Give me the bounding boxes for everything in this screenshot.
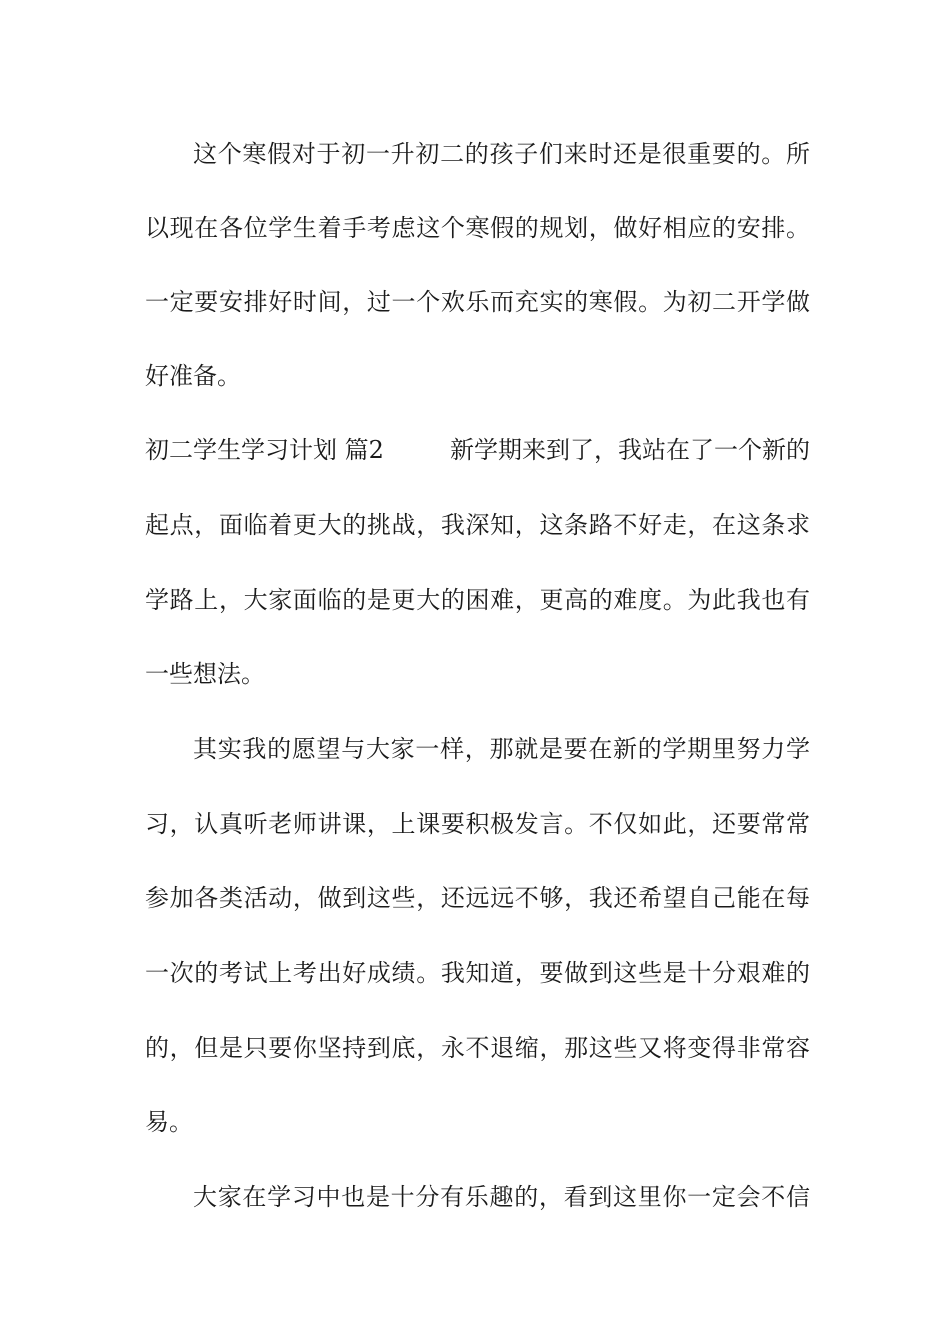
paragraph-line: 好准备。 [145,362,241,390]
paragraph-line: 这个寒假对于初一升初二的孩子们来时还是很重要的。所 [193,140,810,168]
paragraph-line: 大家在学习中也是十分有乐趣的，看到这里你一定会不信 [193,1183,810,1211]
paragraph-line: 以现在各位学生着手考虑这个寒假的规划，做好相应的安排。 [145,214,810,242]
paragraph-line: 起点，面临着更大的挑战，我深知，这条路不好走，在这条求 [145,511,810,539]
paragraph-line: 学路上，大家面临的是更大的困难，更高的难度。为此我也有 [145,586,810,614]
paragraph-line: 参加各类活动，做到这些，还远远不够，我还希望自己能在每 [145,884,810,912]
paragraph-line: 一定要安排好时间，过一个欢乐而充实的寒假。为初二开学做 [145,288,810,316]
paragraph-line: 一次的考试上考出好成绩。我知道，要做到这些是十分艰难的 [145,959,810,987]
paragraph-line: 一些想法。 [145,660,265,688]
section-title: 初二学生学习计划 篇2 [145,436,384,464]
section-heading-row [145,430,810,470]
paragraph-line: 其实我的愿望与大家一样，那就是要在新的学期里努力学 [193,735,810,763]
paragraph-line: 习，认真听老师讲课，上课要积极发言。不仅如此，还要常常 [145,810,810,838]
paragraph-line: 易。 [145,1108,193,1136]
paragraph-line: 的，但是只要你坚持到底，永不退缩，那这些又将变得非常容 [145,1034,810,1062]
paragraph-line: 新学期来到了，我站在了一个新的 [450,436,810,464]
